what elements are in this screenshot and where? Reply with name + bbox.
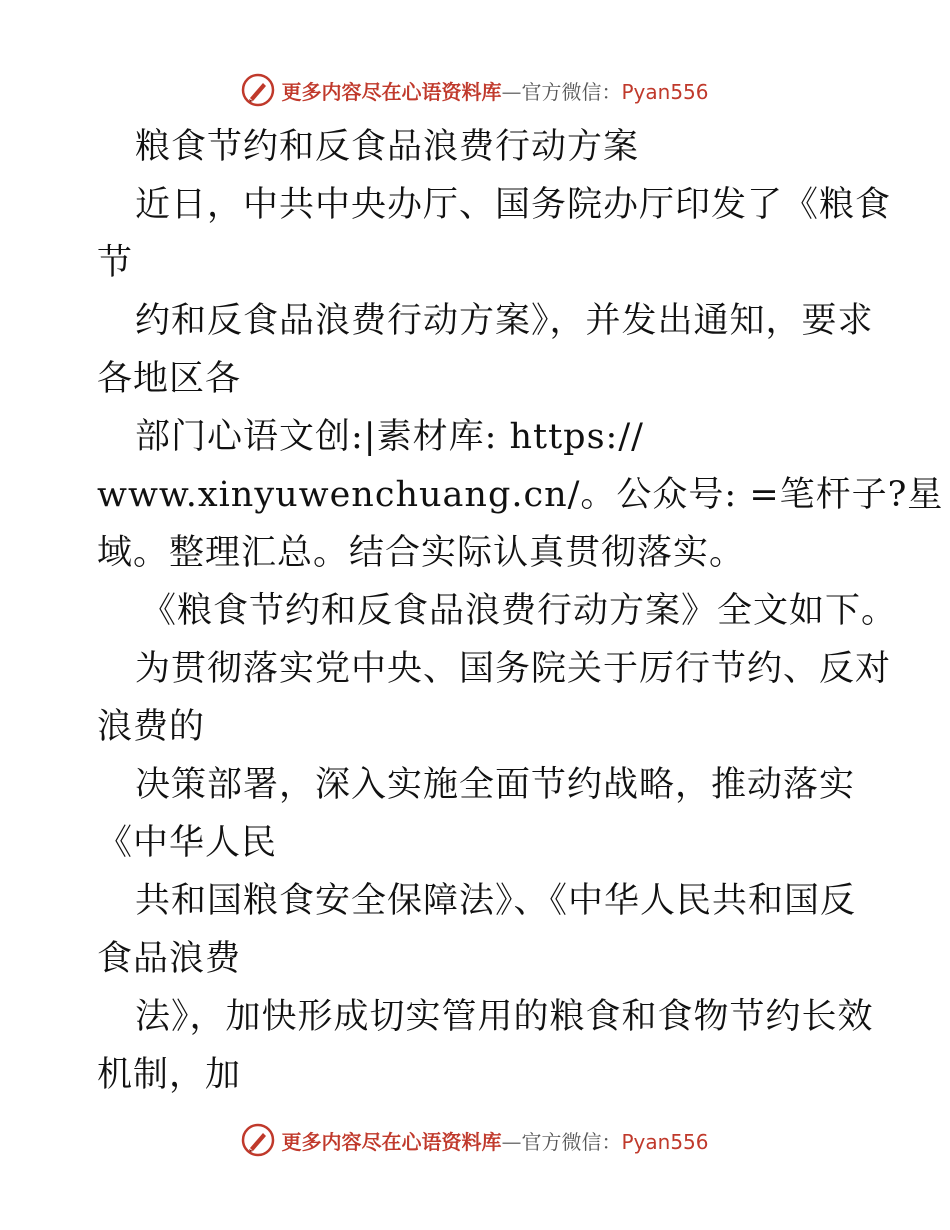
doc-line: 共和国粮食安全保障法》、《中华人民共和国反: [135, 881, 857, 921]
doc-line: 各地区各: [97, 359, 242, 399]
watermark-text: 更多内容尽在心语资料库—官方微信：Pyan556: [281, 1129, 709, 1154]
doc-line: 节: [97, 243, 134, 283]
doc-line: 法》，加快形成切实管用的粮食和食物节约长效: [135, 997, 874, 1037]
doc-line: 约和反食品浪费行动方案》，并发出通知，要求: [135, 301, 874, 341]
doc-line: 部门心语文创:|素材库: https://: [135, 417, 644, 457]
doc-line: 为贯彻落实党中央、国务院关于厉行节约、反对: [135, 649, 892, 689]
doc-line: 近日，中共中央办厅、国务院办厅印发了《粮食: [135, 185, 892, 225]
doc-line: 域。整理汇总。结合实际认真贯彻落实。: [97, 533, 746, 573]
doc-line: 《中华人民: [97, 823, 278, 863]
footer-watermark: [0, 1120, 950, 1160]
doc-line: www.xinyuwenchuang.cn/。公众号: =笔杆子?星: [97, 475, 944, 515]
doc-line: 食品浪费: [97, 939, 242, 979]
doc-line: 机制，加: [97, 1055, 242, 1095]
doc-title: 粮食节约和反食品浪费行动方案: [135, 127, 640, 167]
watermark-text: 更多内容尽在心语资料库—官方微信：Pyan556: [281, 79, 709, 104]
doc-line: 《粮食节约和反食品浪费行动方案》全文如下。: [141, 591, 898, 631]
doc-line: 浪费的: [97, 707, 206, 747]
pen-logo-icon: [241, 73, 275, 107]
document-body: [97, 118, 944, 1104]
pen-logo-icon: [241, 1123, 275, 1157]
header-watermark: [0, 70, 950, 110]
doc-line: 决策部署，深入实施全面节约战略，推动落实: [135, 765, 856, 805]
